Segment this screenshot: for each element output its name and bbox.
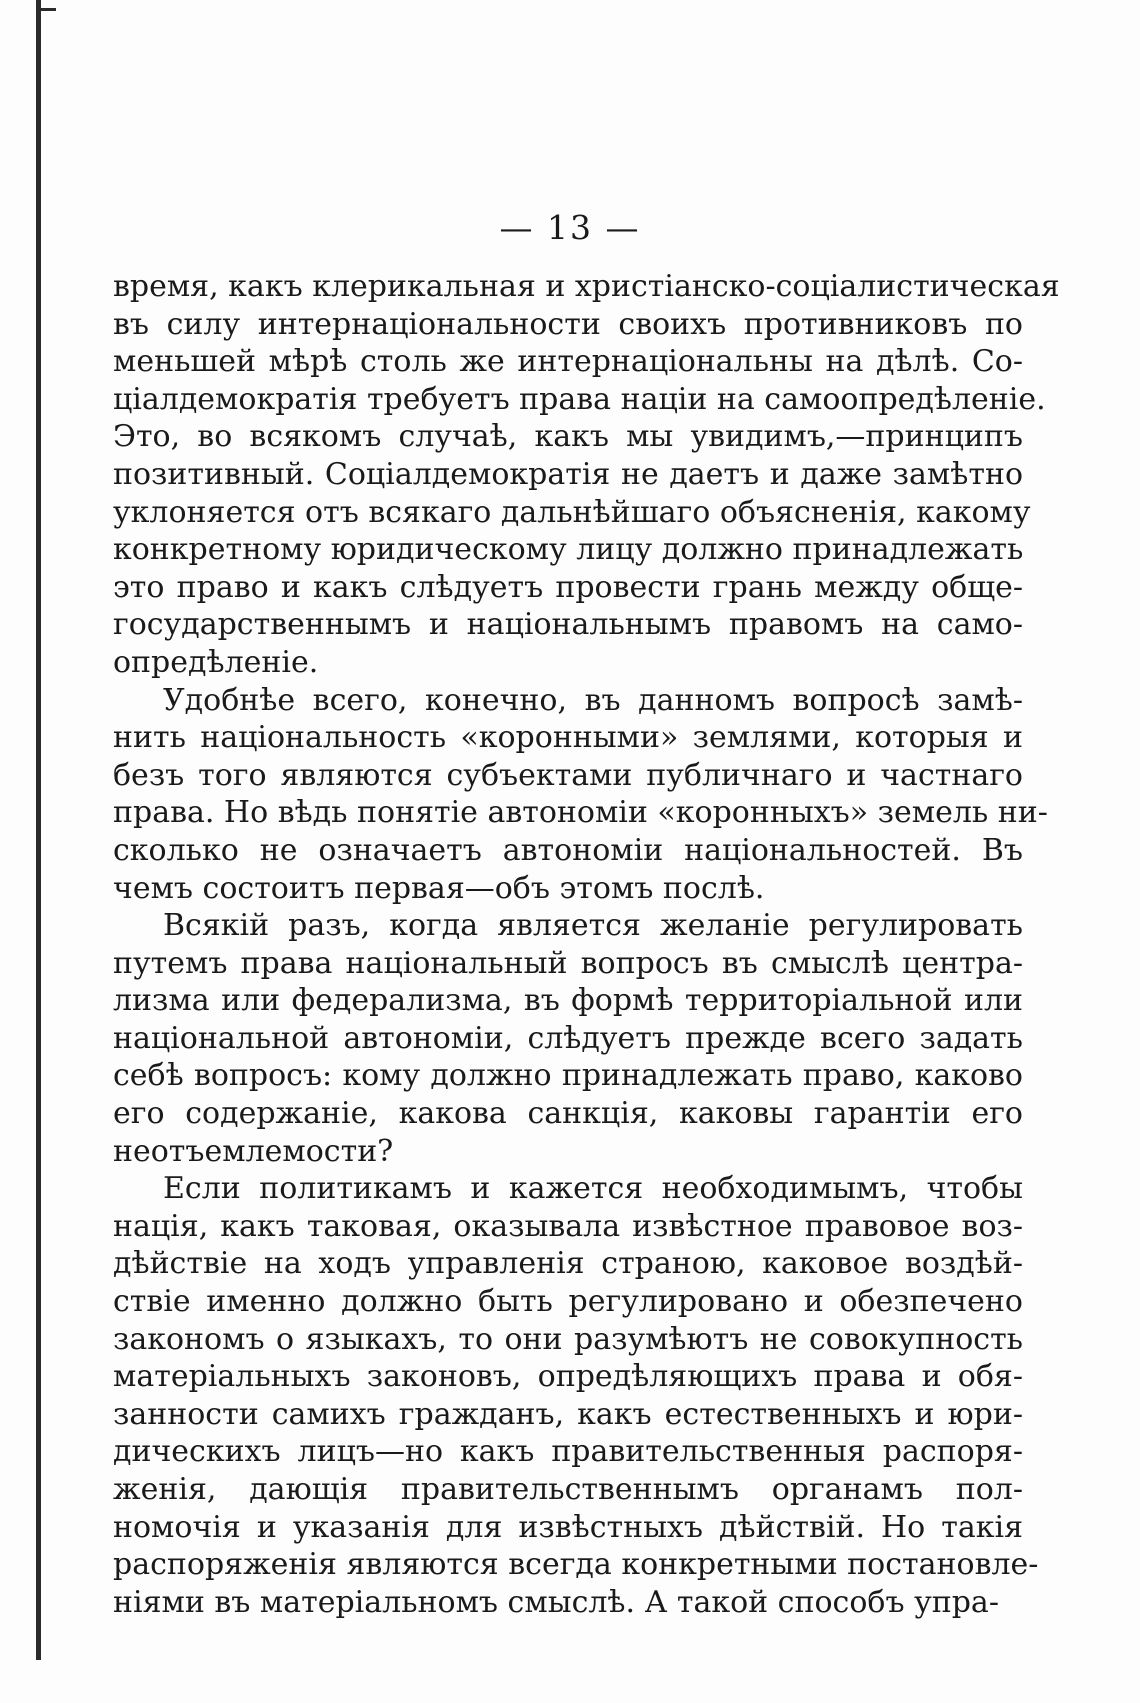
text-line: это право и какъ слѣдуетъ провести грань между обще- — [113, 569, 1023, 605]
text-line: женія, дающія правительственнымъ органамъ пол- — [113, 1472, 1023, 1507]
text-line: права. Но вѣдь понятіе автономіи «коронныхъ» земель ни- — [113, 795, 1048, 831]
paragraph — [113, 1170, 1039, 1621]
text-line: уклоняется отъ всякаго дальнѣйшаго объясненія, какому — [113, 494, 1031, 530]
text-line: ствіе именно должно быть регулировано и обезпечено — [113, 1284, 1023, 1320]
text-line: Это, во всякомъ случаѣ, какъ мы увидимъ,—принципъ — [113, 419, 1023, 455]
text-line: опредѣленіе. — [113, 644, 319, 680]
text-line: позитивный. Соціалдемократія не даетъ и даже замѣтно — [113, 456, 1023, 492]
paragraph — [113, 682, 1048, 908]
text-line: Всякій разъ, когда является желаніе регулировать — [163, 908, 1023, 944]
text-line: распоряженія являются всегда конкретными постановле- — [113, 1547, 1039, 1583]
text-line: нить національность «коронными» землями, которыя и — [113, 720, 1023, 756]
text-line: нація, какъ таковая, оказывала извѣстное правовое воз- — [113, 1208, 1023, 1244]
text-line: Если политикамъ и кажется необходимымъ, чтобы — [163, 1171, 1023, 1207]
text-line: его содержаніе, какова санкція, каковы гарантіи его — [113, 1096, 1023, 1132]
text-line: меньшей мѣрѣ столь же интернаціональны на дѣлѣ. Со- — [113, 344, 1023, 380]
text-line: въ силу интернаціональности своихъ противниковъ по — [113, 306, 1023, 342]
body-text — [113, 268, 1060, 1621]
text-line: національной автономіи, слѣдуетъ прежде всего задать — [113, 1020, 1023, 1056]
text-line: неотъемлемости? — [113, 1133, 394, 1169]
text-line: себѣ вопросъ: кому должно принадлежать право, каково — [113, 1058, 1023, 1094]
binding-edge-tick — [36, 8, 56, 11]
text-line: занности самихъ гражданъ, какъ естественныхъ и юри- — [113, 1396, 1023, 1432]
text-line: номочія и указанія для извѣстныхъ дѣйствій. Но такія — [113, 1509, 1023, 1545]
text-line: государственнымъ и національнымъ правомъ на само- — [113, 607, 1023, 643]
binding-edge-mark — [36, 0, 41, 1660]
text-line: дѣйствіе на ходъ управленія страною, каковое воздѣй- — [113, 1246, 1023, 1282]
text-line: безъ того являются субъектами публичнаго и частнаго — [113, 757, 1023, 793]
text-line: сколько не означаетъ автономіи національностей. Въ — [113, 832, 1023, 868]
paragraph — [113, 268, 1060, 682]
text-line: время, какъ клерикальная и христіанско-соціалистическая — [113, 269, 1060, 304]
text-line: ціалдемократія требуетъ права націи на самоопредѣленіе. — [113, 381, 1046, 417]
text-line: путемъ права національный вопросъ въ смыслѣ центра- — [113, 945, 1023, 981]
text-line: закономъ о языкахъ, то они разумѣютъ не совокупность — [113, 1321, 1023, 1357]
page-number: — 13 — — [499, 208, 641, 247]
text-line: ніями въ матеріальномъ смыслѣ. А такой способъ упра- — [113, 1584, 999, 1620]
text-line: дическихъ лицъ—но какъ правительственныя распоря- — [113, 1434, 1023, 1470]
paragraph — [113, 907, 1023, 1170]
text-line: матеріальныхъ законовъ, опредѣляющихъ права и обя- — [113, 1359, 1023, 1395]
text-line: Удобнѣе всего, конечно, въ данномъ вопросѣ замѣ- — [163, 682, 1023, 718]
text-line: конкретному юридическому лицу должно принадлежать — [113, 532, 1024, 568]
text-line: чемъ состоитъ первая—объ этомъ послѣ. — [113, 870, 765, 906]
text-line: лизма или федерализма, въ формѣ территоріальной или — [113, 983, 1023, 1019]
